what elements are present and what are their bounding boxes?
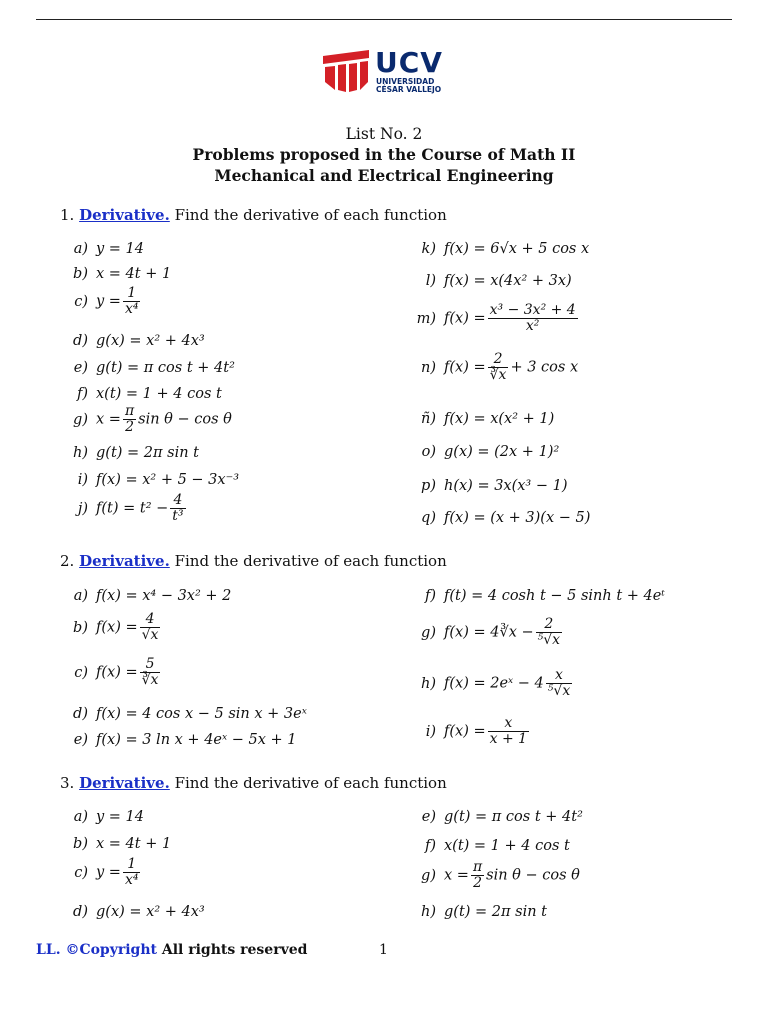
exercise-1b: b) x = 4t + 1: [73, 266, 172, 282]
fraction: $\frac{\pi}{2}$: [124, 403, 135, 435]
fraction: $\frac{4}{√x}$: [141, 611, 159, 643]
exercise-1a: a) y = 14: [73, 241, 145, 257]
exercise-2c: c) f(x) = $\frac{5}{∛x}$: [74, 656, 159, 688]
course-title: Problems proposed in the Course of Math II: [192, 145, 576, 164]
derivative-link[interactable]: Derivative.: [79, 774, 170, 792]
section-number: 1.: [60, 206, 75, 224]
exercise-1h: h) g(t) = 2π sin t: [73, 445, 200, 461]
section-2-heading: [60, 551, 447, 571]
section-instruction: Find the derivative of each function: [174, 206, 447, 224]
footer-prefix: LL.: [36, 942, 66, 958]
fraction: $\frac{1}{\text{x⁴}}$: [124, 285, 139, 317]
section-instruction: Find the derivative of each function: [174, 552, 447, 570]
exercise-1n: n) f(x) = $\frac{2}{∛x}$ + 3 cos x: [421, 351, 579, 383]
ucv-logo: [323, 46, 443, 96]
exercise-1o: o) g(x) = (2x + 1)²: [421, 444, 560, 460]
logo-line-1: UNIVERSIDAD: [376, 77, 435, 86]
exercise-1k: k) f(x) = 6√x + 5 cos x: [421, 241, 590, 257]
fraction: $\frac{\text{x³ − 3x² + 4}}{\text{x²}}$: [489, 302, 576, 334]
exercise-1m: m) f(x) = $\frac{\text{x³ − 3x² + 4}}{\text{x²}}$: [416, 302, 576, 334]
fraction: $\frac{\pi}{2}$: [472, 859, 483, 891]
exercise-1d: d) g(x) = x² + 4x³: [73, 333, 205, 349]
fraction: $\frac{1}{\text{x⁴}}$: [124, 856, 139, 888]
footer: [36, 941, 307, 959]
exercise-1p: p) h(x) = 3x(x³ − 1): [421, 478, 568, 494]
fraction: $\frac{5}{∛x}$: [141, 656, 159, 688]
exercise-1f: f) x(t) = 1 + 4 cos t: [76, 386, 222, 402]
ucv-emblem-icon: [323, 50, 369, 92]
section-3-heading: [60, 773, 447, 793]
exercise-3h: h) g(t) = 2π sin t: [421, 904, 548, 920]
page-number: 1: [379, 942, 388, 958]
exercise-1q: q) f(x) = (x + 3)(x − 5): [421, 510, 591, 526]
exercise-2b: b) f(x) = $\frac{4}{√x}$: [73, 611, 159, 643]
list-title: List No. 2: [345, 125, 423, 143]
derivative-link[interactable]: Derivative.: [79, 206, 170, 224]
exercise-1g: g) x = $\frac{\pi}{2}$ sin θ − cos θ: [73, 403, 232, 435]
exercise-3a: a) y = 14: [73, 809, 145, 825]
logo-line-2: CÉSAR VALLEJO: [376, 85, 442, 94]
exercise-1e: e) g(t) = π cos t + 4t²: [73, 360, 235, 376]
exercise-2i: i) f(x) = $\frac{x}{x + 1}$: [425, 715, 528, 747]
copyright-link[interactable]: ©Copyright: [65, 942, 157, 958]
derivative-link[interactable]: Derivative.: [79, 552, 170, 570]
exercise-3b: b) x = 4t + 1: [73, 836, 172, 852]
logo-name: UCV: [375, 46, 443, 79]
exercise-1j: j) f(t) = t² − $\frac{4}{\text{t³}}$: [77, 492, 184, 524]
exercise-2d: d) f(x) = 4 cos x − 5 sin x + 3eˣ: [73, 706, 307, 722]
exercise-1l: l) f(x) = x(4x² + 3x): [425, 273, 572, 289]
section-1-heading: [60, 205, 447, 225]
exercise-2e: e) f(x) = 3 ln x + 4eˣ − 5x + 1: [73, 732, 297, 748]
section-instruction: Find the derivative of each function: [174, 774, 447, 792]
exercise-3f: f) x(t) = 1 + 4 cos t: [424, 838, 570, 854]
top-rule: [36, 19, 732, 20]
section-number: 2.: [60, 552, 75, 570]
exercise-3g: g) x = $\frac{\pi}{2}$ sin θ − cos θ: [421, 859, 580, 891]
rights-text: All rights reserved: [161, 942, 308, 958]
fraction: $\frac{2}{\text{⁵√x}}$: [537, 616, 561, 648]
exercise-3c: c) y = $\frac{1}{\text{x⁴}}$: [74, 856, 139, 888]
exercise-2a: a) f(x) = x⁴ − 3x² + 2: [73, 588, 232, 604]
exercise-1n-tilde: ñ) f(x) = x(x² + 1): [421, 411, 555, 427]
exercise-3d: d) g(x) = x² + 4x³: [73, 904, 205, 920]
fraction: $\frac{4}{\text{t³}}$: [172, 492, 184, 524]
exercise-1i: i) f(x) = x² + 5 − 3x⁻³: [77, 472, 240, 488]
fraction: $\frac{x}{\text{⁵√x}}$: [547, 667, 571, 699]
exercise-1c: c) y = $\frac{1}{\text{x⁴}}$: [74, 285, 139, 317]
program-title: Mechanical and Electrical Engineering: [214, 166, 554, 185]
exercise-2h: h) f(x) = 2eˣ − 4 $\frac{x}{\text{⁵√x}}$: [421, 667, 571, 699]
exercise-2g: g) f(x) = 4∛x − $\frac{2}{\text{⁵√x}}$: [421, 616, 561, 648]
fraction: $\frac{2}{∛x}$: [489, 351, 507, 383]
exercise-3e: e) g(t) = π cos t + 4t²: [421, 809, 583, 825]
fraction: $\frac{x}{x + 1}$: [489, 715, 528, 747]
exercise-2f: f) f(t) = 4 cosh t − 5 sinh t + 4eᵗ: [424, 588, 665, 604]
section-number: 3.: [60, 774, 75, 792]
